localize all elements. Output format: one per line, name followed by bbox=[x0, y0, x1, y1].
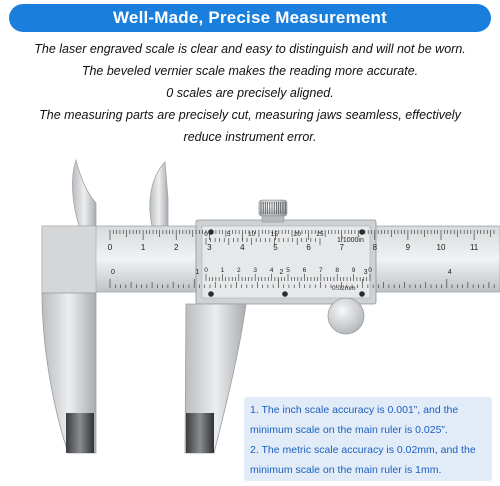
metric-number-label: 1 bbox=[140, 243, 146, 252]
inch-number-label: 4 bbox=[447, 269, 452, 276]
inch-number-label: 3 bbox=[363, 269, 368, 276]
note-line: minimum scale on the main ruler is 0.025”. bbox=[250, 424, 448, 436]
note-line: 2. The metric scale accuracy is 0.02mm, and the bbox=[250, 444, 476, 456]
vernier-metric-unit-label: 0.02mm bbox=[332, 285, 356, 292]
vernier-inch-unit-label: 1/1000in bbox=[337, 237, 364, 244]
vernier-inch-number: 25 bbox=[316, 231, 324, 238]
inch-number-label: 1 bbox=[195, 269, 200, 276]
vernier-inch-number: 15 bbox=[270, 231, 279, 238]
description-line: The laser engraved scale is clear and easy to distinguish and will not be worn. bbox=[34, 42, 466, 56]
vernier-inch-number: 0 bbox=[204, 231, 208, 238]
metric-number-label: 3 bbox=[207, 243, 212, 252]
vernier-metric-number: 5 bbox=[286, 267, 290, 274]
slider-screw bbox=[359, 229, 365, 235]
vernier-inch-number: 5 bbox=[226, 231, 231, 238]
vernier-metric-number: 0 bbox=[368, 267, 372, 274]
upper-sliding-jaw bbox=[150, 162, 168, 226]
vernier-metric-number: 6 bbox=[302, 267, 307, 274]
upper-fixed-jaw bbox=[72, 160, 96, 226]
slider-screw bbox=[282, 291, 288, 297]
vernier-metric-number: 3 bbox=[253, 267, 258, 274]
vernier-metric-number: 9 bbox=[351, 267, 356, 274]
metric-number-label: 11 bbox=[469, 243, 479, 252]
inch-number-label: 0 bbox=[111, 269, 115, 276]
metric-number-label: 6 bbox=[306, 243, 311, 252]
fixed-jaw-tip bbox=[66, 413, 94, 453]
vernier-metric-number: 1 bbox=[220, 267, 225, 274]
description-line: 0 scales are precisely aligned. bbox=[166, 86, 334, 100]
metric-number-label: 8 bbox=[372, 243, 378, 252]
banner-title: Well-Made, Precise Measurement bbox=[112, 8, 387, 27]
vernier-metric-number: 4 bbox=[269, 267, 274, 274]
metric-number-label: 0 bbox=[107, 243, 113, 252]
metric-number-label: 7 bbox=[339, 243, 344, 252]
metric-number-label: 5 bbox=[273, 243, 278, 252]
metric-number-label: 9 bbox=[405, 243, 411, 252]
description-line: The measuring parts are precisely cut, measuring jaws seamless, effectively bbox=[39, 108, 461, 122]
description-block bbox=[0, 38, 500, 146]
vernier-inch-number: 10 bbox=[247, 231, 256, 238]
vernier-metric-number: 8 bbox=[335, 267, 340, 274]
vernier-metric-number: 0 bbox=[204, 267, 208, 274]
metric-number-label: 4 bbox=[240, 243, 245, 252]
inch-number-label: 2 bbox=[279, 269, 284, 276]
note-line: 1. The inch scale accuracy is 0.001”, and the bbox=[250, 404, 459, 416]
vernier-metric-number: 2 bbox=[236, 267, 241, 274]
metric-number-label: 2 bbox=[173, 243, 179, 252]
description-line: The beveled vernier scale makes the reading more accurate. bbox=[81, 64, 419, 78]
metric-number-label: 10 bbox=[436, 243, 446, 252]
slider-screw bbox=[359, 291, 365, 297]
slider-screw bbox=[208, 229, 214, 235]
fine-adjust-wheel bbox=[328, 298, 364, 334]
sliding-jaw-tip bbox=[186, 413, 214, 453]
note-line: minimum scale on the main ruler is 1mm. bbox=[250, 464, 442, 476]
vernier-inch-number: 20 bbox=[293, 231, 301, 238]
caliper-left-body bbox=[42, 226, 96, 293]
accuracy-note-box bbox=[244, 397, 492, 481]
vernier-metric-number: 7 bbox=[318, 267, 323, 274]
slider-screw bbox=[208, 291, 214, 297]
title-banner bbox=[9, 4, 491, 32]
description-line: reduce instrument error. bbox=[183, 130, 317, 144]
